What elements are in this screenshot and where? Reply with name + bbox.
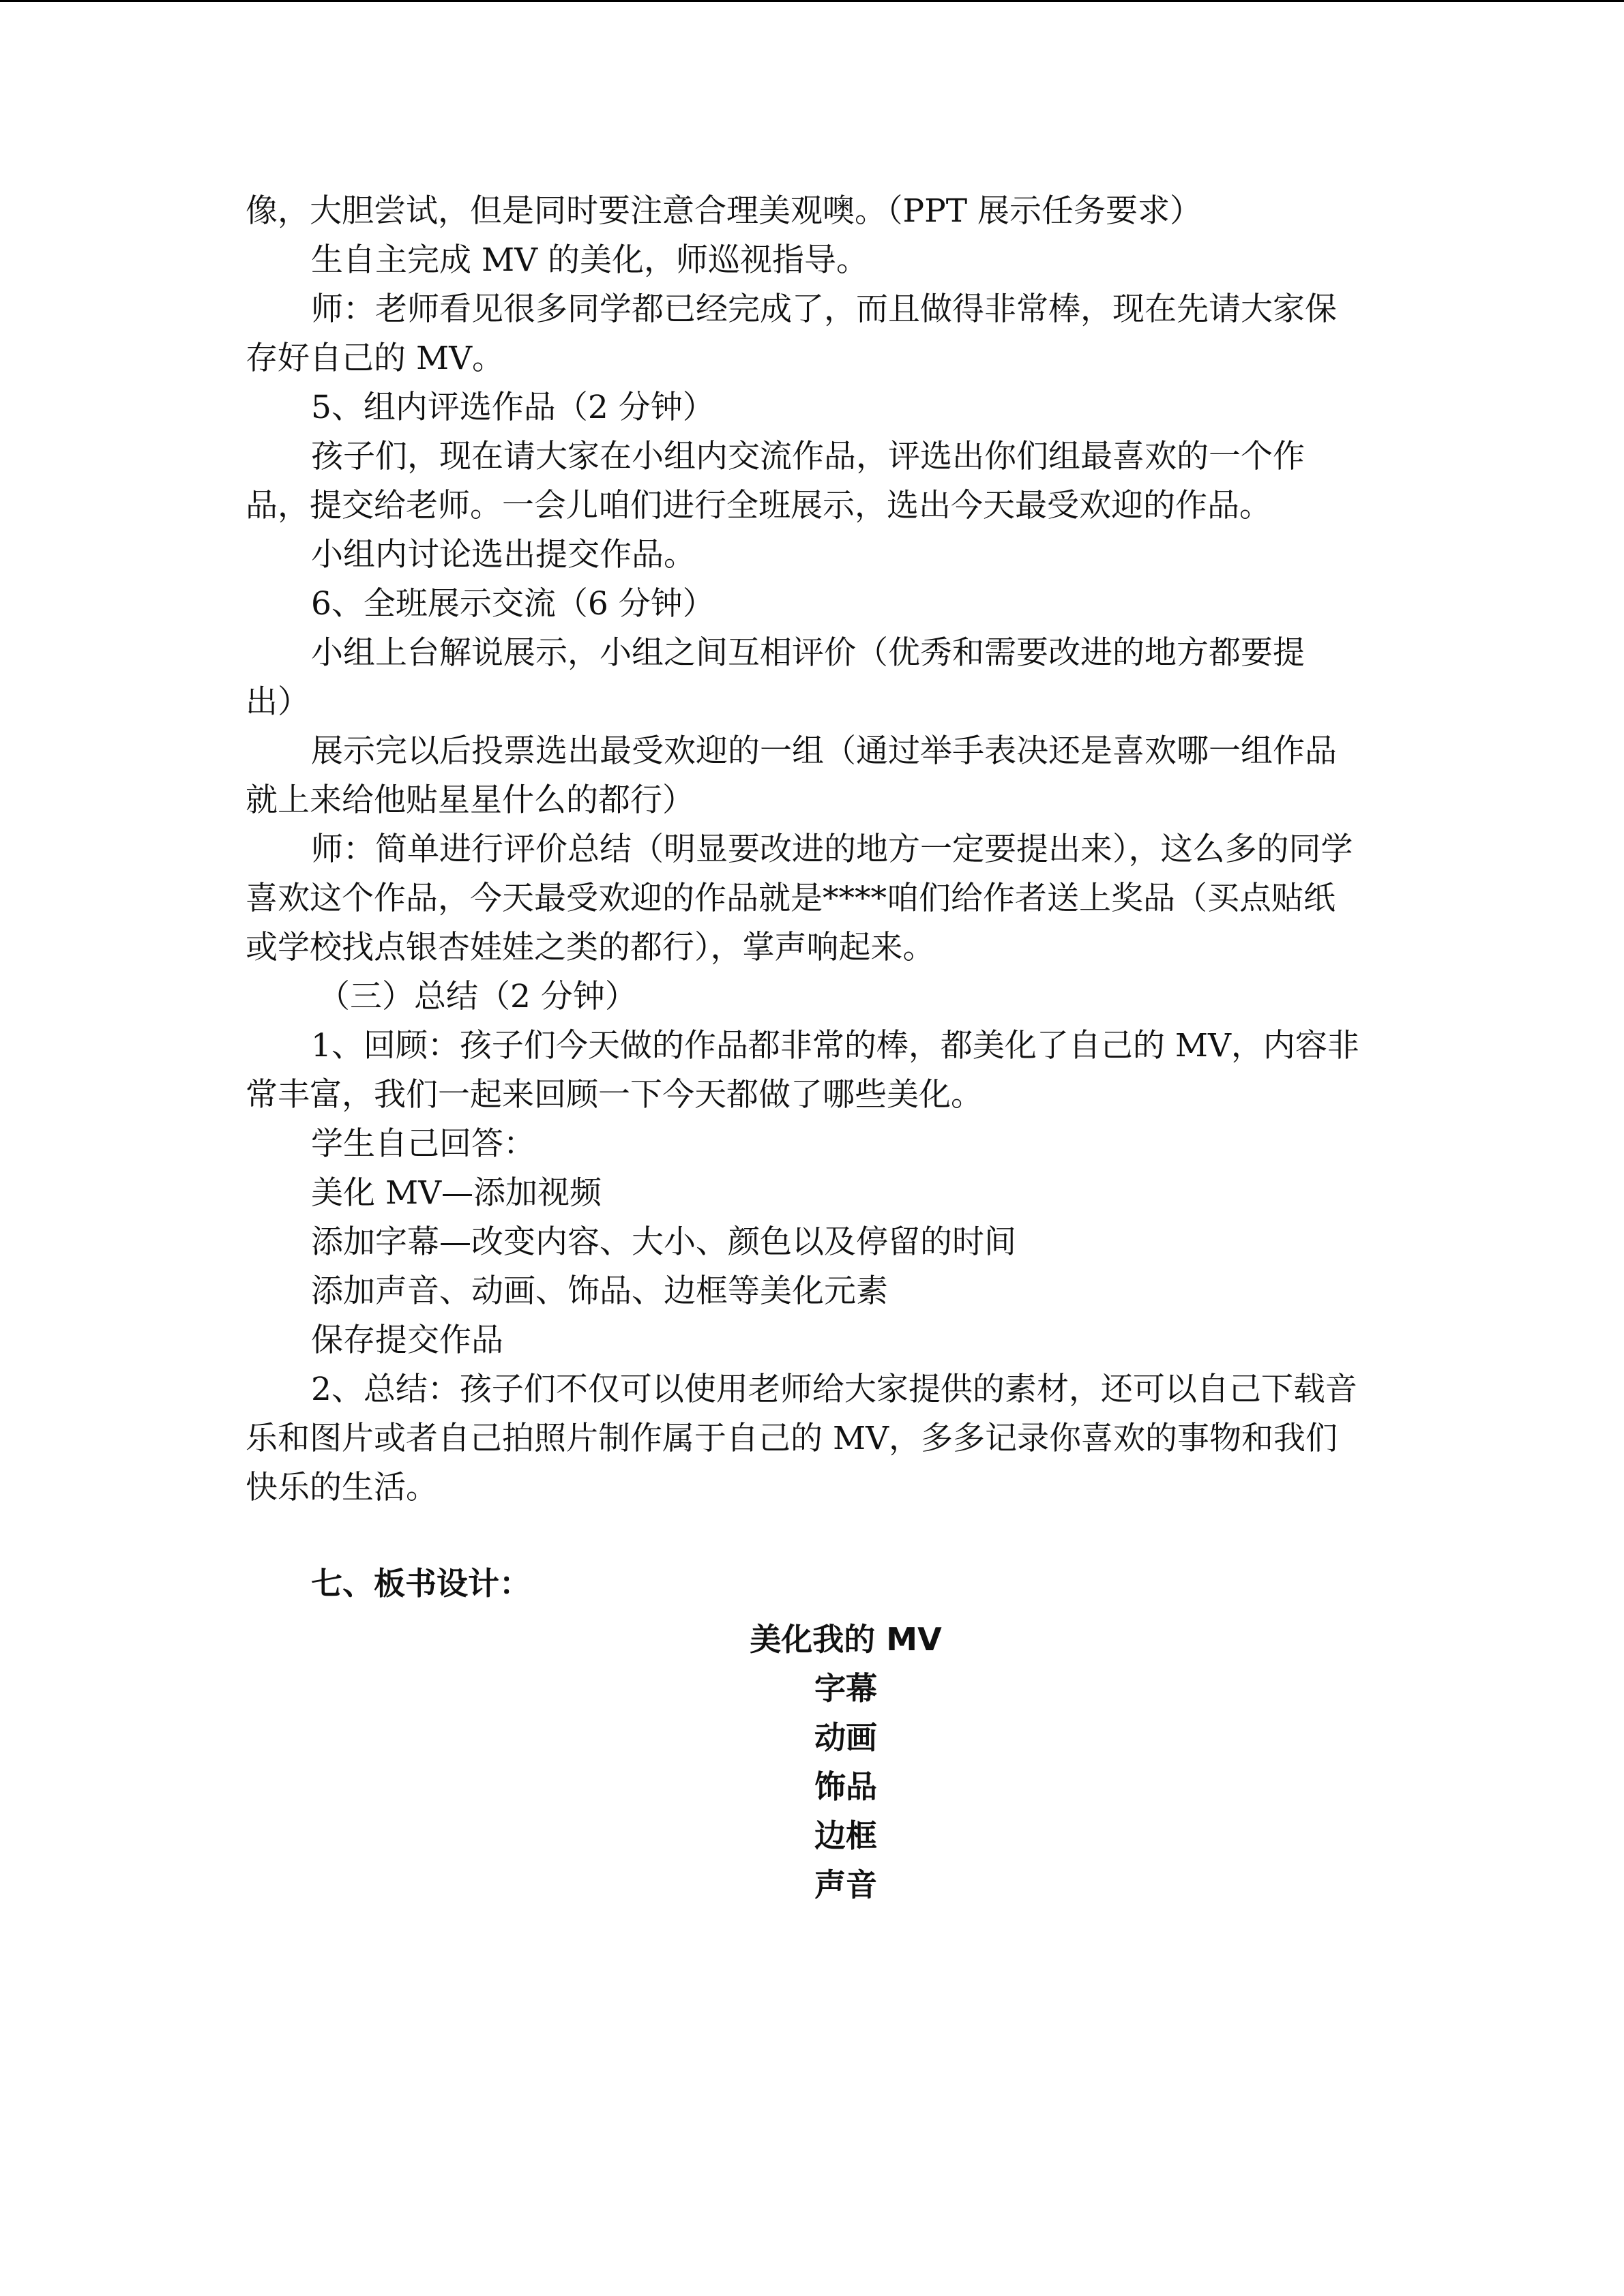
body-line-4: 存好自己的 MV。: [246, 340, 505, 377]
board-design: [696, 1615, 996, 1909]
body-line-5: 5、组内评选作品（2 分钟）: [311, 389, 715, 426]
body-line-21: 美化 MV—添加视频: [311, 1174, 602, 1212]
body-line-8: 小组内讨论选出提交作品。: [311, 536, 696, 573]
board-item-decoration: 饰品: [814, 1768, 877, 1805]
body-line-24: 保存提交作品: [311, 1322, 503, 1359]
body-line-15: 喜欢这个作品，今天最受欢迎的作品就是****咱们给作者送上奖品（买点贴纸: [246, 880, 1335, 917]
body-line-17: （三）总结（2 分钟）: [318, 978, 637, 1015]
body-line-1: 像，大胆尝试，但是同时要注意合理美观噢。（PPT 展示任务要求）: [246, 192, 1202, 230]
body-line-2: 生自主完成 MV 的美化，师巡视指导。: [311, 241, 868, 279]
body-line-26: 乐和图片或者自己拍照片制作属于自己的 MV，多多记录你喜欢的事物和我们: [246, 1420, 1338, 1457]
body-line-18: 1、回顾：孩子们今天做的作品都非常的棒，都美化了自己的 MV，内容非: [311, 1027, 1359, 1064]
document-body: [246, 187, 1391, 1608]
body-line-16: 或学校找点银杏娃娃之类的都行），掌声响起来。: [246, 929, 935, 966]
board-title: 美化我的 MV: [750, 1621, 942, 1658]
board-item-border: 边框: [814, 1817, 877, 1854]
page-top-border: [0, 0, 1624, 2]
body-line-25: 2、总结：孩子们不仅可以使用老师给大家提供的素材，还可以自己下载音: [311, 1371, 1357, 1408]
paragraph-gap: [246, 1512, 1391, 1559]
body-line-20: 学生自己回答：: [311, 1125, 535, 1163]
body-line-12: 展示完以后投票选出最受欢迎的一组（通过举手表决还是喜欢哪一组作品: [311, 732, 1337, 770]
body-line-6: 孩子们，现在请大家在小组内交流作品，评选出你们组最喜欢的一个作: [311, 438, 1305, 475]
body-line-23: 添加声音、动画、饰品、边框等美化元素: [311, 1272, 888, 1310]
body-line-3: 师：老师看见很多同学都已经完成了，而且做得非常棒，现在先请大家保: [311, 290, 1337, 328]
body-line-22: 添加字幕—改变内容、大小、颜色以及停留的时间: [311, 1223, 1016, 1261]
body-line-7: 品，提交给老师。一会儿咱们进行全班展示，选出今天最受欢迎的作品。: [246, 487, 1271, 524]
section-heading: 七、板书设计：: [311, 1565, 531, 1602]
body-line-13: 就上来给他贴星星什么的都行）: [246, 781, 694, 819]
body-line-19: 常丰富，我们一起来回顾一下今天都做了哪些美化。: [246, 1076, 983, 1114]
board-item-sound: 声音: [814, 1866, 877, 1903]
body-line-27: 快乐的生活。: [246, 1469, 438, 1506]
board-item-subtitles: 字幕: [814, 1670, 877, 1707]
body-line-10: 小组上台解说展示，小组之间互相评价（优秀和需要改进的地方都要提: [311, 634, 1305, 672]
body-line-14: 师：简单进行评价总结（明显要改进的地方一定要提出来），这么多的同学: [311, 831, 1353, 868]
board-item-animation: 动画: [814, 1719, 877, 1756]
body-line-11: 出）: [246, 683, 310, 721]
body-line-9: 6、全班展示交流（6 分钟）: [311, 585, 715, 623]
